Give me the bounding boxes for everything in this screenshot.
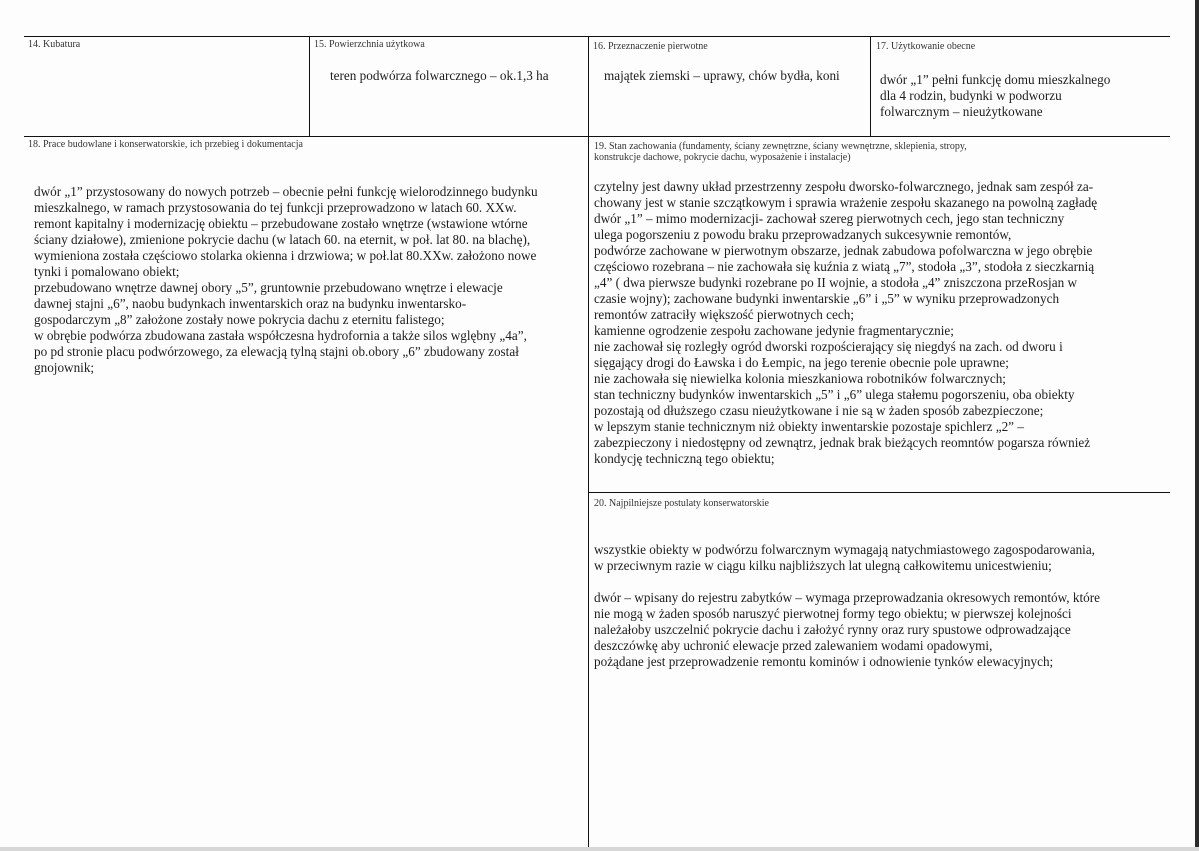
field-19-line: remontów zatraciły większość pierwotnych cech; — [594, 307, 854, 322]
field-18-line: w obrębie podwórza zbudowana zastała współczesna hydrofornia a także silos wglębny „4a”, — [34, 328, 527, 343]
field-19-label-line: 19. Stan zachowania (fundamenty, ściany zewnętrzne, ściany wewnętrzne, sklepienia, stropy, — [594, 141, 967, 152]
field-19-line: nie zachowała się niewielka kolonia mieszkaniowa robotników folwarcznych; — [594, 371, 1006, 386]
field-19-label-line: konstrukcje dachowe, pokrycie dachu, wyposażenie i instalacje) — [594, 152, 851, 163]
field-20-line: nie mogą w żaden sposób naruszyć pierwotnej formy tego obiektu; w pierwszej kolejności — [594, 606, 1072, 621]
field-19-line: zabezpieczony i niedostępny od zewnątrz, jednak brak bieżących reomntów pogarsza również — [594, 435, 1091, 450]
field-20-line: wszystkie obiekty w podwórzu folwarcznym wymagają natychmiastowego zagospodarowania, — [594, 542, 1095, 557]
field-18-line: mieszkalnego, w ramach przystosowania do tej funkcji przeprowadzono w latach 60. XXw. — [34, 200, 517, 215]
field-19-line: nie zachował się rozległy ogród dworski rozpościerający się niegdyś na zach. od dworu i — [594, 339, 1063, 354]
field-17-line: dwór „1” pełni funkcję domu mieszkalnego — [880, 72, 1111, 87]
row-divider-line — [24, 136, 1170, 137]
field-18-line: tynki i pomalowano obiekt; — [34, 264, 180, 279]
field-18-line: remont kapitalny i modernizację obiektu – przebudowane zostało wnętrze (wstawione wtórne — [34, 216, 528, 231]
field-19-line: czytelny jest dawny układ przestrzenny zespołu dworsko-folwarcznego, jednak sam zespół za- — [594, 179, 1094, 194]
field-20-line: należałoby uszczelnić pokrycie dachu i założyć rynny oraz rury spustowe odprowadzające — [594, 622, 1071, 637]
column-divider-16-17 — [870, 36, 871, 136]
paragraph-gap — [594, 574, 1100, 590]
column-divider-14-15 — [309, 36, 310, 136]
field-19-line: w lepszym stanie technicznym niż obiekty inwentarskie pozostaje spichlerz „2” – — [594, 419, 1024, 434]
field-19-label — [594, 141, 967, 163]
field-19-line: kondycję techniczną tego obiektu; — [594, 451, 775, 466]
top-border-line — [24, 36, 1170, 37]
field-18-line: przebudowano wnętrze dawnej obory „5”, gruntownie przebudowano wnętrze i elewacje — [34, 280, 503, 295]
field-18-line: gnojownik; — [34, 360, 95, 375]
field-19-line: częściowo rozebrana – nie zachowała się kuźnia z wiatą „7”, stodoła „3”, stodoła z sieczkarnią — [594, 259, 1095, 274]
field-18-line: po pd stronie placu podwórzowego, za elewacją tylną stajni ob.obory „6” zbudowany został — [34, 344, 519, 359]
field-20-line: dwór – wpisany do rejestru zabytków – wymaga przeprowadzania okresowych remontów, które — [594, 590, 1100, 605]
column-divider-main — [588, 36, 589, 851]
section-20-divider-line — [588, 492, 1170, 493]
field-19-line: ulega pogorszeniu z powodu braku przeprowadzanych sukcesywnie remontów, — [594, 227, 1012, 242]
field-17-line: folwarcznym – nieużytkowane — [880, 104, 1043, 119]
field-14-label: 14. Kubatura — [28, 39, 81, 50]
field-16-label: 16. Przeznaczenie pierwotne — [593, 41, 708, 52]
field-20-line: w przeciwnym razie w ciągu kilku najbliższych lat ulegną całkowitemu unicestwieniu; — [594, 558, 1052, 573]
field-19-value — [594, 179, 1097, 467]
field-18-value — [34, 184, 538, 376]
field-19-line: sięgający drogi do Ławska i do Łempic, na jego terenie obecnie pole uprawne; — [594, 355, 1009, 370]
field-16-value: majątek ziemski – uprawy, chów bydła, koni — [604, 68, 840, 83]
field-18-label: 18. Prace budowlane i konserwatorskie, ich przebieg i dokumentacja — [28, 139, 303, 150]
field-19-line: pozostają od dłuższego czasu nieużytkowane i nie są w żaden sposób zabezpieczone; — [594, 403, 1044, 418]
field-19-line: chowany jest w stanie szczątkowym i sprawia wrażenie zespołu skazanego na powolną zagładę — [594, 195, 1098, 210]
field-18-line: dawnej stajni „6”, naobu budynkach inwentarskich oraz na budynku inwentarsko- — [34, 296, 467, 311]
scan-bottom-edge — [0, 847, 1199, 851]
field-17-label: 17. Użytkowanie obecne — [876, 41, 976, 52]
field-19-line: dwór „1” – mimo modernizacji- zachował szereg pierwotnych cech, jego stan techniczny — [594, 211, 1065, 226]
field-15-value: teren podwórza folwarcznego – ok.1,3 ha — [330, 68, 549, 83]
field-19-line: kamienne ogrodzenie zespołu zachowane jedynie fragmentarycznie; — [594, 323, 954, 338]
field-18-line: gospodarczym „8” założone zostały nowe pokrycia dachu z eternitu falistego; — [34, 312, 445, 327]
field-18-line: ściany działowe), zmienione pokrycie dachu (w latach 60. na eternit, w poł. lat 80. na blachę), — [34, 232, 531, 247]
field-20-line: pożądane jest przeprowadzenie remontu kominów i odnowienie tynków elewacyjnych; — [594, 654, 1054, 669]
field-17-line: dla 4 rodzin, budynki w podworzu — [880, 88, 1062, 103]
field-20-label: 20. Najpilniejsze postulaty konserwatorskie — [594, 498, 769, 509]
field-17-value — [880, 72, 1110, 120]
scan-right-edge — [1195, 0, 1199, 851]
field-18-line: wymieniona została częściowo stolarka okienna i drzwiowa; w poł.lat 80.XXw. założono nowe — [34, 248, 537, 263]
field-19-line: stan techniczny budynków inwentarskich „5” i „6” ulega stałemu pogorszeniu, oba obiekty — [594, 387, 1075, 402]
field-19-line: czasie wojny); zachowane budynki inwentarskie „6” i „5” w wyniku przeprowadzonych — [594, 291, 1060, 306]
field-20-value — [594, 542, 1100, 670]
field-19-line: „4” ( dwa pierwsze budynki rozebrane po II wojnie, a stodoła „4” zniszczona przeRosjan w — [594, 275, 1077, 290]
field-19-line: podwórze zachowane w pierwotnym obszarze, jednak zabudowa pofolwarczna w jego obrębie — [594, 243, 1093, 258]
field-15-label: 15. Powierzchnia użytkowa — [314, 39, 425, 50]
field-18-line: dwór „1” przystosowany do nowych potrzeb – obecnie pełni funkcję wielorodzinnego budynku — [34, 184, 538, 199]
field-20-line: deszczówkę aby uchronić elewacje przed zalewaniem wodami opadowymi, — [594, 638, 993, 653]
